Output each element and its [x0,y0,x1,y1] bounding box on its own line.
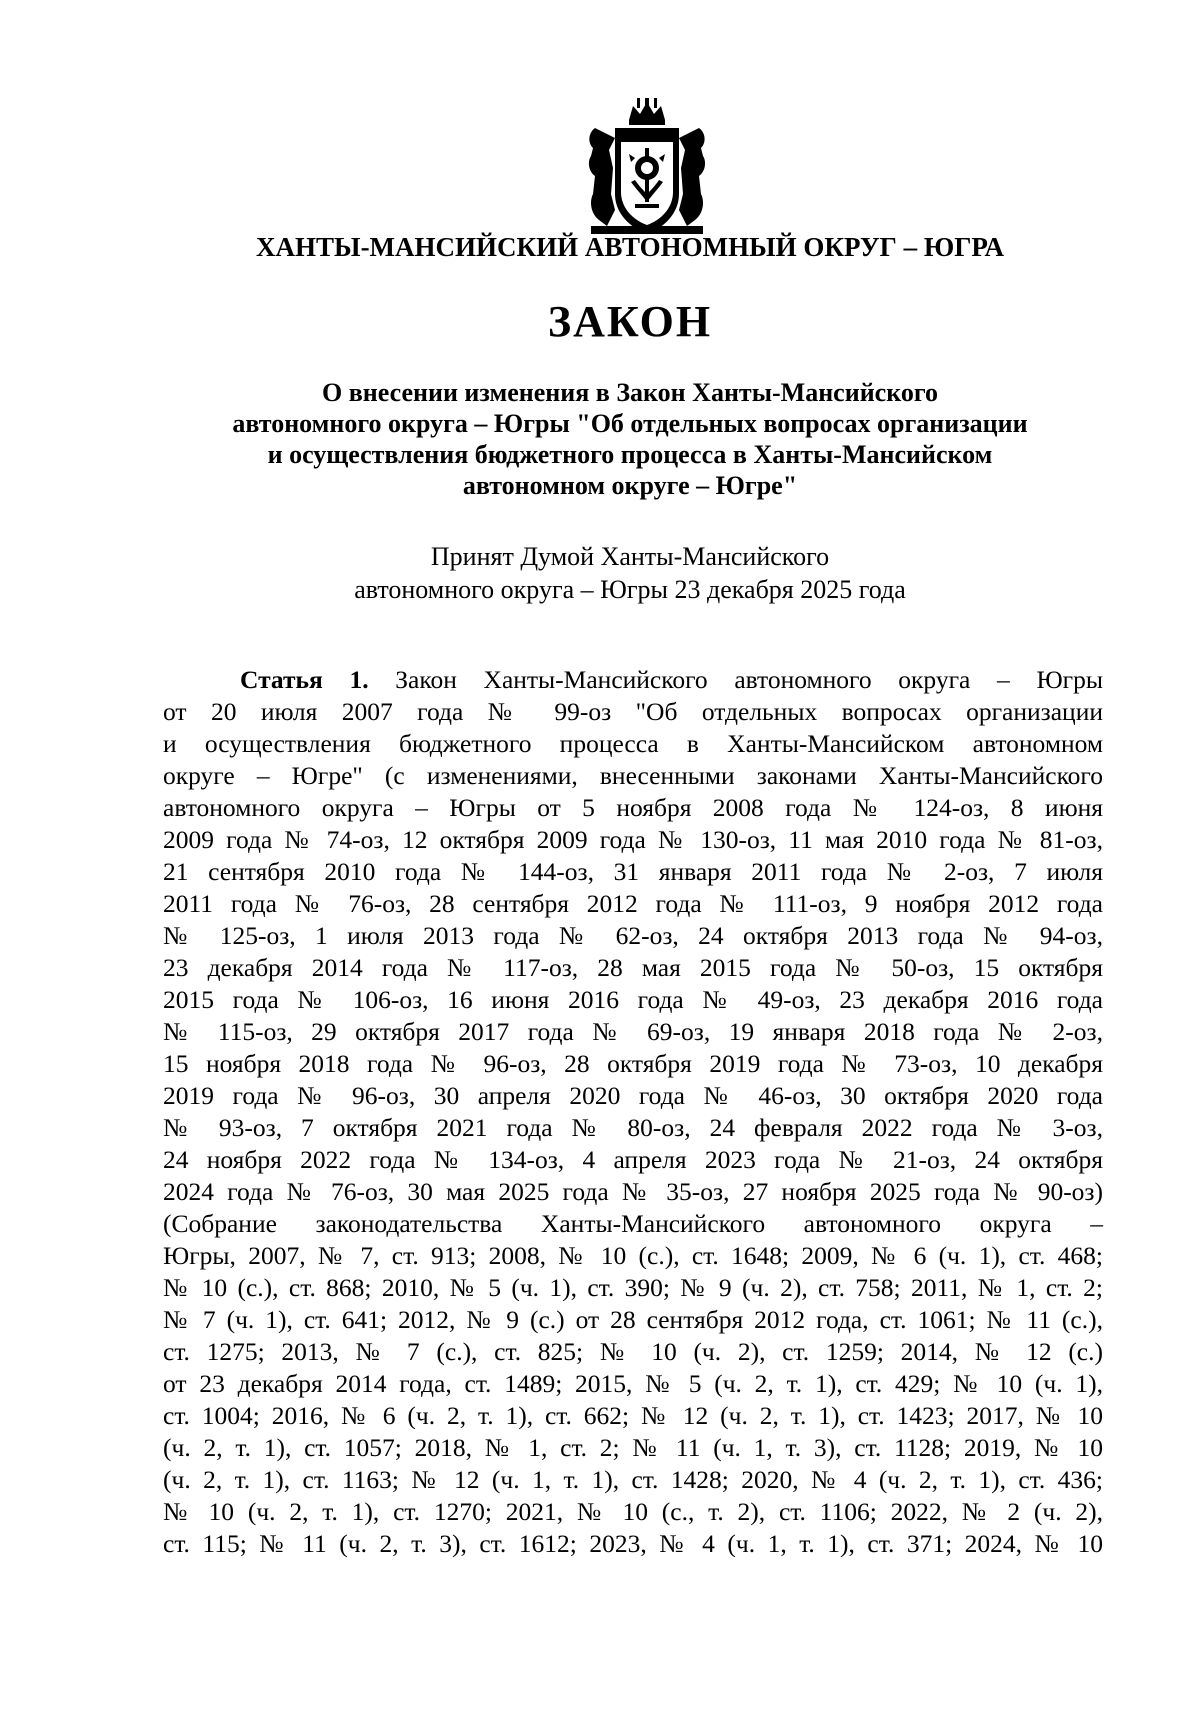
article-first-line [163,664,1103,696]
article-label: Статья 1. [240,665,369,694]
article-line: 2015 года № 106-оз, 16 июня 2016 года № 49-оз, 23 декабря 2016 года [163,985,1103,1014]
article-line: (ч. 2, т. 1), ст. 1057; 2018, № 1, ст. 2; № 11 (ч. 1, т. 3), ст. 1128; 2019, № 10 [163,1433,1103,1462]
article-line: 23 декабря 2014 года № 117-оз, 28 мая 2015 года № 50-оз, 15 октября [163,953,1103,982]
article-line: 2011 года № 76-оз, 28 сентября 2012 года № 111-оз, 9 ноября 2012 года [163,889,1103,918]
article-line: № 93-оз, 7 октября 2021 года № 80-оз, 24 февраля 2022 года № 3-оз, [163,1113,1103,1142]
coat-of-arms-icon [585,98,709,240]
law-title [150,377,1110,501]
article-line: 2009 года № 74-оз, 12 октября 2009 года № 130-оз, 11 мая 2010 года № 81-оз, [163,825,1103,854]
article-line: 15 ноября 2018 года № 96-оз, 28 октября 2019 года № 73-оз, 10 декабря [163,1049,1103,1078]
article-line: 2024 года № 76-оз, 30 мая 2025 года № 35-оз, 27 ноября 2025 года № 90-оз) [163,1177,1103,1206]
article-line: автономного округа – Югры от 5 ноября 2008 года № 124-оз, 8 июня [163,793,1103,822]
document-type: ЗАКОН [547,297,713,346]
article-line: Югры, 2007, № 7, ст. 913; 2008, № 10 (с.), ст. 1648; 2009, № 6 (ч. 1), ст. 468; [163,1241,1103,1270]
article-line: ст. 1004; 2016, № 6 (ч. 2, т. 1), ст. 662; № 12 (ч. 2, т. 1), ст. 1423; 2017, № 10 [163,1401,1103,1430]
article-text: Закон Ханты-Мансийского автономного округа – Югры [395,665,1103,694]
article-line: № 10 (ч. 2, т. 1), ст. 1270; 2021, № 10 (с., т. 2), ст. 1106; 2022, № 2 (ч. 2), [163,1497,1103,1526]
article-line: от 20 июля 2007 года № 99-оз "Об отдельных вопросах организации [163,697,1103,726]
adoption-note [150,540,1110,606]
article-line: (ч. 2, т. 1), ст. 1163; № 12 (ч. 1, т. 1), ст. 1428; 2020, № 4 (ч. 2, т. 1), ст. 436; [163,1465,1103,1494]
law-title-line: и осуществления бюджетного процесса в Ханты-Мансийском [267,440,993,469]
article-1 [163,664,1103,1560]
article-line: № 115-оз, 29 октября 2017 года № 69-оз, 19 января 2018 года № 2-оз, [163,1017,1103,1046]
law-title-line: О внесении изменения в Закон Ханты-Мансийского [321,378,939,407]
article-line: от 23 декабря 2014 года, ст. 1489; 2015, № 5 (ч. 2, т. 1), ст. 429; № 10 (ч. 1), [163,1369,1103,1398]
article-line: ст. 1275; 2013, № 7 (с.), ст. 825; № 10 (ч. 2), ст. 1259; 2014, № 12 (с.) [163,1337,1103,1366]
article-line: № 125-оз, 1 июля 2013 года № 62-оз, 24 октября 2013 года № 94-оз, [163,921,1103,950]
region-name: ХАНТЫ-МАНСИЙСКИЙ АВТОНОМНЫЙ ОКРУГ – ЮГРА [256,232,1004,262]
law-title-line: автономного округа – Югры "Об отдельных вопросах организации [232,409,1028,438]
article-line: 24 ноября 2022 года № 134-оз, 4 апреля 2023 года № 21-оз, 24 октября [163,1145,1103,1174]
article-line: 2019 года № 96-оз, 30 апреля 2020 года № 46-оз, 30 октября 2020 года [163,1081,1103,1110]
article-line: № 10 (с.), ст. 868; 2010, № 5 (ч. 1), ст. 390; № 9 (ч. 2), ст. 758; 2011, № 1, ст. 2; [163,1273,1103,1302]
article-line: и осуществления бюджетного процесса в Ханты-Мансийском автономном [163,729,1103,758]
law-title-line: автономном округе – Югре" [462,471,798,500]
article-line: № 7 (ч. 1), ст. 641; 2012, № 9 (с.) от 28 сентября 2012 года, ст. 1061; № 11 (с.), [163,1305,1103,1334]
article-line: округе – Югре" (с изменениями, внесенными законами Ханты-Мансийского [163,761,1103,790]
article-line: (Собрание законодательства Ханты-Мансийского автономного округа – [163,1209,1103,1238]
adoption-line: Принят Думой Ханты-Мансийского [430,542,830,571]
article-line: 21 сентября 2010 года № 144-оз, 31 января 2011 года № 2-оз, 7 июля [163,857,1103,886]
adoption-line: автономного округа – Югры 23 декабря 2025 года [354,575,906,604]
article-line: ст. 115; № 11 (ч. 2, т. 3), ст. 1612; 2023, № 4 (ч. 1, т. 1), ст. 371; 2024, № 10 [163,1529,1103,1558]
